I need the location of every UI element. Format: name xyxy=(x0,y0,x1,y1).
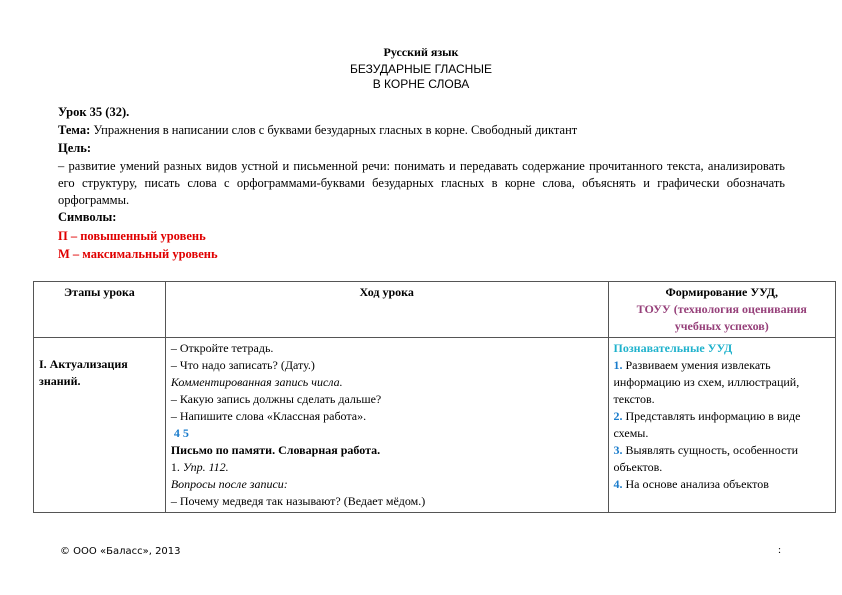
theme-text: Упражнения в написании слов с буквами безударных гласных в корне. Свободный диктант xyxy=(90,123,578,137)
header-stages: Этапы урока xyxy=(34,282,166,338)
goal-text: – развитие умений разных видов устной и письменной речи: понимать и передавать содержание прочитанного текста, анализировать его структуру, писать слова с орфограммами-буквами безударных гласных в корне слова, объяснять и графически обозначать орфограммы. xyxy=(58,159,785,207)
uud-item-text: Выявлять сущность, особенности объектов. xyxy=(613,443,799,474)
header-uud-title: Формирование УУД, xyxy=(665,285,779,299)
course-level-marks: 4 5 xyxy=(173,426,189,440)
course-line: – Какую запись должны сделать дальше? xyxy=(170,392,382,406)
uud-item-number: 1. xyxy=(613,358,623,372)
symbol-m-legend: М – максимальный уровень xyxy=(58,247,218,261)
page-mark: : xyxy=(778,544,782,556)
uud-item xyxy=(614,476,831,493)
exercise-number: 1. xyxy=(170,460,183,474)
subject-heading: Русский язык xyxy=(383,45,459,59)
uud-item xyxy=(614,408,831,442)
course-line: – Напишите слова «Классная работа». xyxy=(170,409,367,423)
symbols-label: Символы: xyxy=(58,210,117,224)
uud-item-number: 4. xyxy=(613,477,623,491)
page-title-line-1: БЕЗУДАРНЫЕ ГЛАСНЫЕ xyxy=(350,62,492,76)
course-line xyxy=(171,459,603,476)
course-line: – Что надо записать? (Дату.) xyxy=(170,358,315,372)
uud-title: Познавательные УУД xyxy=(613,341,733,355)
uud-cell xyxy=(608,338,836,513)
table-header-row xyxy=(34,282,836,338)
goal-label: Цель: xyxy=(58,141,92,155)
uud-item-text: Развиваем умения извлекать информацию из схем, иллюстраций, текстов. xyxy=(613,358,800,406)
lesson-table xyxy=(33,281,836,513)
exercise-ref: Упр. 112. xyxy=(182,460,229,474)
footer-copyright: © ООО «Баласс», 2013 xyxy=(60,546,181,557)
uud-item xyxy=(614,442,831,476)
course-line: Письмо по памяти. Словарная работа. xyxy=(170,443,381,457)
symbol-p-legend: П – повышенный уровень xyxy=(58,229,206,243)
stage-cell: I. Актуализация знаний. xyxy=(34,338,166,513)
course-cell xyxy=(165,338,608,513)
uud-item-number: 3. xyxy=(613,443,623,457)
course-line: Вопросы после записи: xyxy=(170,477,288,491)
uud-item-text: На основе анализа объектов xyxy=(622,477,769,491)
course-line: – Откройте тетрадь. xyxy=(170,341,274,355)
uud-item-text: Представлять информацию в виде схемы. xyxy=(613,409,801,440)
theme-label: Тема: xyxy=(58,123,91,137)
header-course: Ход урока xyxy=(165,282,608,338)
lesson-theme xyxy=(58,122,577,138)
uud-item-number: 2. xyxy=(613,409,623,423)
page-title-line-2: В КОРНЕ СЛОВА xyxy=(372,77,470,91)
course-line: – Почему медведя так называют? (Ведает мёдом.) xyxy=(170,494,426,508)
header-uud xyxy=(608,282,836,338)
course-line: Комментированная запись числа. xyxy=(170,375,343,389)
uud-item xyxy=(614,357,831,408)
table-row xyxy=(34,338,836,513)
lesson-number: Урок 35 (32). xyxy=(58,105,130,119)
header-touu: ТОУУ (технология оценивания учебных успехов) xyxy=(636,302,807,333)
